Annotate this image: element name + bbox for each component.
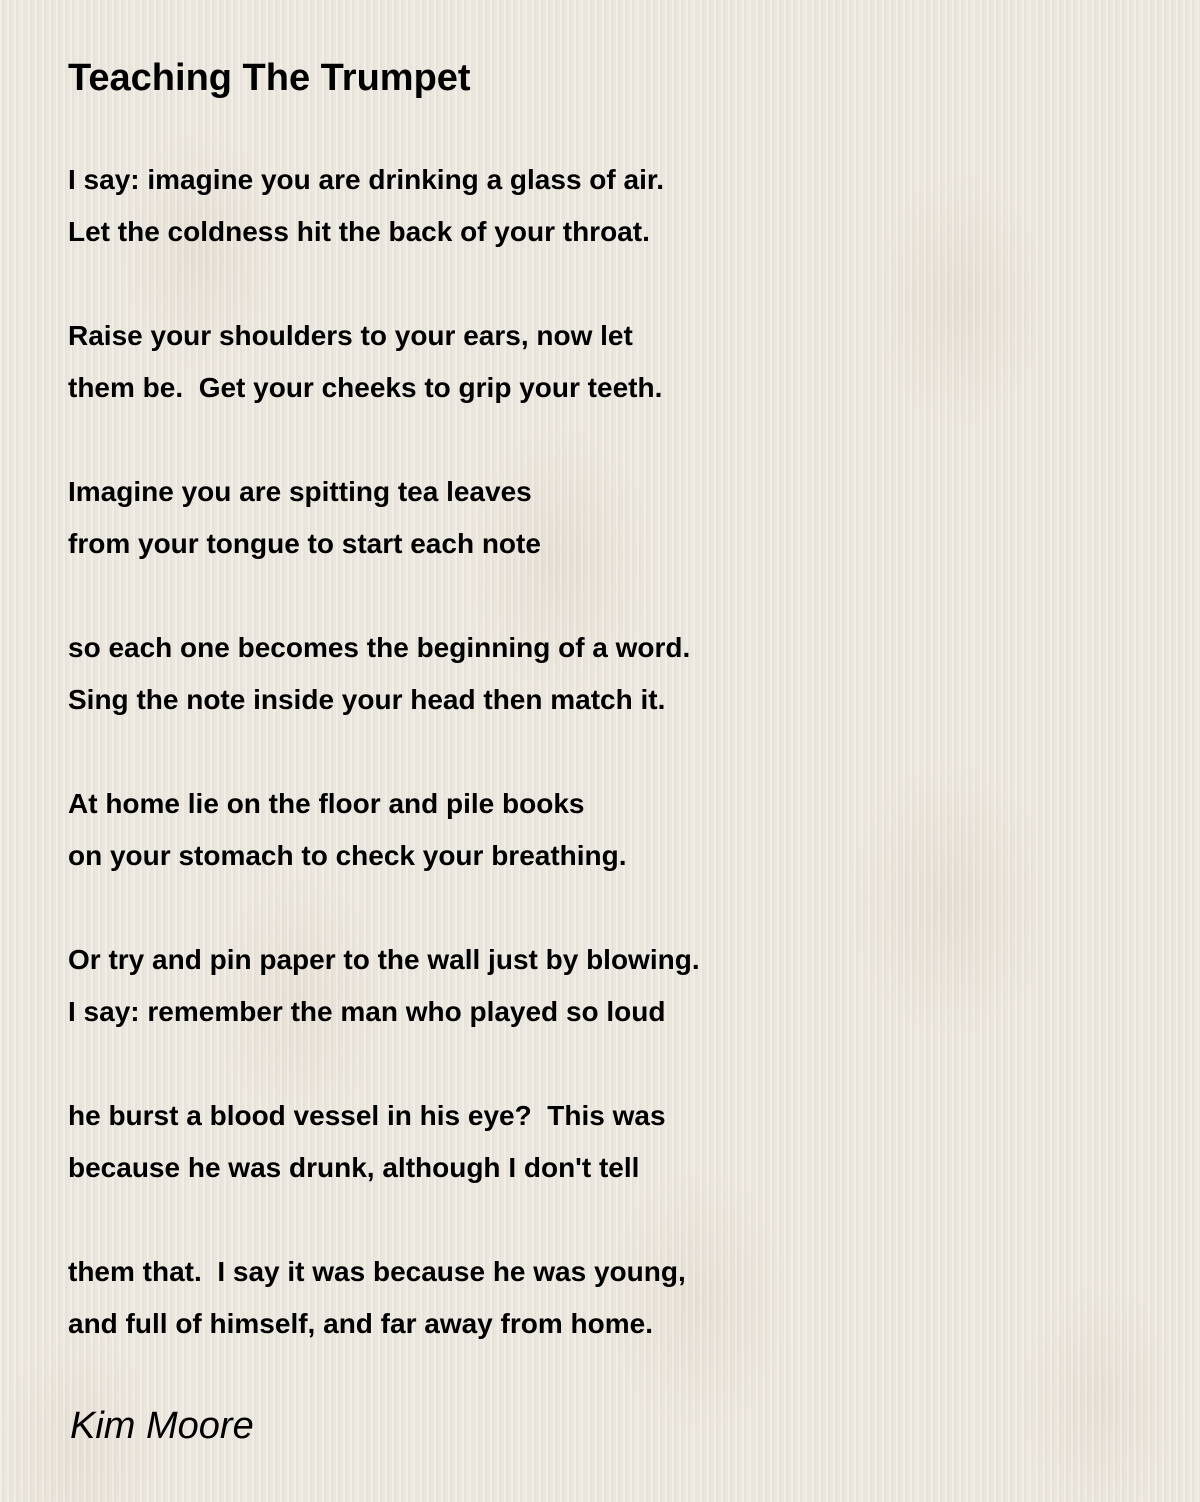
stanza-6 (68, 934, 700, 1038)
poem-line: he burst a blood vessel in his eye? This was (68, 1100, 666, 1131)
poem-body (68, 154, 700, 1402)
stanza-8 (68, 1246, 700, 1350)
poem-line: At home lie on the floor and pile books (68, 788, 585, 819)
poem-line: them that. I say it was because he was young, (68, 1256, 686, 1287)
poem-line: I say: remember the man who played so loud (68, 996, 666, 1027)
poem-line: because he was drunk, although I don't tell (68, 1152, 640, 1183)
poem-author: Kim Moore (70, 1405, 254, 1447)
poem-line: so each one becomes the beginning of a word. (68, 632, 691, 663)
poem-title: Teaching The Trumpet (68, 57, 471, 99)
stanza-3 (68, 466, 700, 570)
poem-line: Let the coldness hit the back of your throat. (68, 216, 650, 247)
stanza-1 (68, 154, 700, 258)
stanza-7 (68, 1090, 700, 1194)
poem-line: on your stomach to check your breathing. (68, 840, 627, 871)
stanza-4 (68, 622, 700, 726)
poem-line: them be. Get your cheeks to grip your teeth. (68, 372, 663, 403)
poem-line: Raise your shoulders to your ears, now let (68, 320, 633, 351)
poem-line: from your tongue to start each note (68, 528, 541, 559)
stanza-5 (68, 778, 700, 882)
stanza-2 (68, 310, 700, 414)
poem-line: Or try and pin paper to the wall just by blowing. (68, 944, 700, 975)
poem-line: Imagine you are spitting tea leaves (68, 476, 532, 507)
poem-line: Sing the note inside your head then match it. (68, 684, 666, 715)
poem-line: I say: imagine you are drinking a glass of air. (68, 164, 664, 195)
poem-line: and full of himself, and far away from home. (68, 1308, 653, 1339)
